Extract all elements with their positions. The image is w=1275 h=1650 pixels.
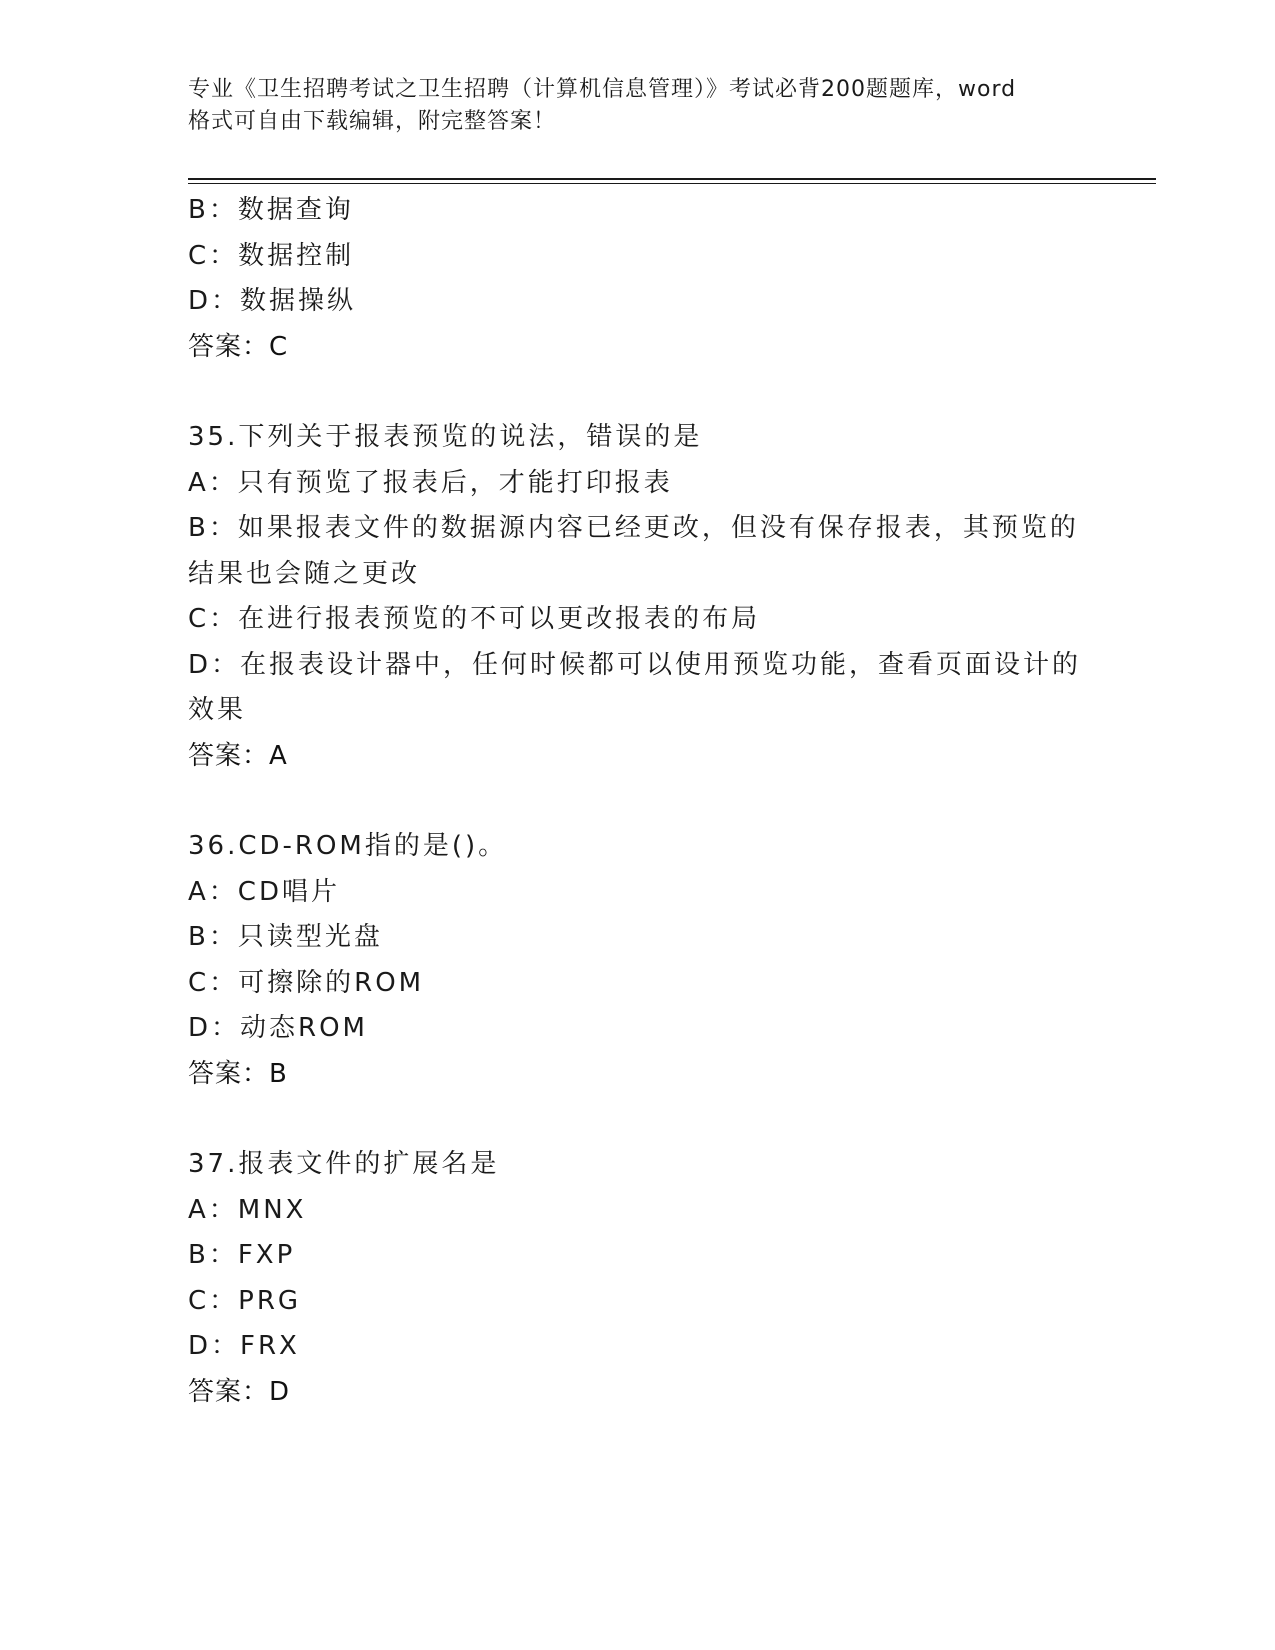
option-b: B：只读型光盘 [188, 922, 383, 952]
option-d: D：数据操纵 [188, 286, 357, 316]
option-c: C：PRG [188, 1285, 302, 1316]
answer-line: 答案：A [188, 740, 288, 771]
option-d: D：在报表设计器中，任何时候都可以使用预览功能，查看页面设计的 [188, 649, 1082, 680]
option-c: C：数据控制 [188, 240, 355, 271]
option-a: A：只有预览了报表后，才能打印报表 [188, 467, 673, 498]
option-b-continuation: 结果也会随之更改 [188, 558, 421, 589]
option-a: A：CD唱片 [188, 876, 340, 907]
header-divider-thin [188, 183, 1156, 184]
option-c: C：可擦除的ROM [188, 967, 425, 998]
answer-line: 答案：B [188, 1058, 288, 1089]
option-a: A：MNX [188, 1194, 307, 1225]
question-list [188, 188, 1088, 1415]
header-line-1: 专业《卫生招聘考试之卫生招聘（计算机信息管理）》考试必背200题题库，word [188, 77, 1017, 102]
option-c: C：在进行报表预览的不可以更改报表的布局 [188, 604, 761, 634]
spacer [188, 779, 1088, 824]
option-d-continuation: 效果 [188, 695, 247, 725]
question-35 [188, 415, 1088, 779]
option-b: B：如果报表文件的数据源内容已经更改，但没有保存报表，其预览的 [188, 513, 1079, 543]
option-d: D：动态ROM [188, 1013, 368, 1043]
question-34-continued [188, 188, 1088, 370]
header-divider-thick [188, 178, 1156, 180]
option-b: B：数据查询 [188, 195, 354, 225]
answer-line: 答案：C [188, 331, 289, 362]
spacer [188, 370, 1088, 415]
document-header [188, 74, 1088, 138]
question-37 [188, 1142, 1088, 1415]
question-36 [188, 824, 1088, 1097]
question-text: 35.下列关于报表预览的说法，错误的是 [188, 422, 703, 452]
header-line-2: 格式可自由下载编辑，附完整答案！ [188, 109, 557, 134]
option-b: B：FXP [188, 1240, 296, 1270]
answer-line: 答案：D [188, 1376, 291, 1407]
option-d: D：FRX [188, 1331, 300, 1361]
question-text: 36.CD-ROM指的是()。 [188, 831, 508, 861]
spacer [188, 1097, 1088, 1142]
question-text: 37.报表文件的扩展名是 [188, 1149, 500, 1179]
